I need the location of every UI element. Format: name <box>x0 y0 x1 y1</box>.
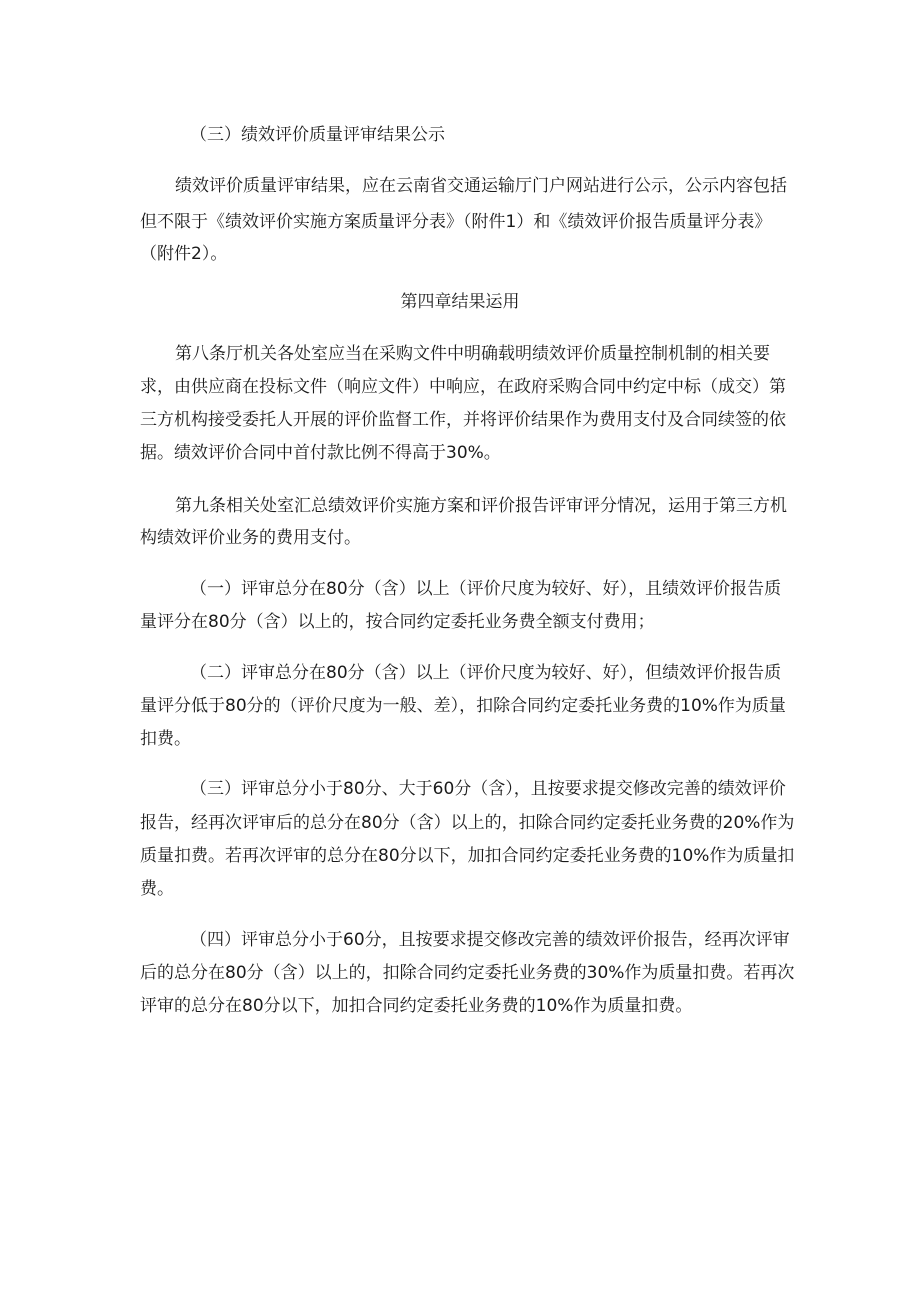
document-page: （三）绩效评价质量评审结果公示 绩效评价质量评审结果，应在云南省交通运输厅门户网站进行公示，公示内容包括 但不限于《绩效评价实施方案质量评分表》（附件1）和《绩效评价报告质量评分表》 （附件2）。 第四章结果运用 第八条厅机关各处室应当在采购文件中明确载明绩效评价质量控制机制的相关要 求，由供应商在投标文件（响应文件）中响应，在政府采购合同中约定中标（成交）第 三方机构接受委托人开展的评价监督工作，并将评价结果作为费用支付及合同续签的依 据。绩效评价合同中首付款比例不得高于30%。 第九条相关处室汇总绩效评价实施方案和评价报告评审评分情况，运用于第三方机 构绩效评价业务的费用支付。 （一）评审总分在80分（含）以上（评价尺度为较好、好），且绩效评价报告质 量评分在80分（含）以上的，按合同约定委托业务费全额支付费用； （二）评审总分在80分（含）以上（评价尺度为较好、好），但绩效评价报告质 量评分低于80分的（评价尺度为一般、差），扣除合同约定委托业务费的10%作为质量 扣费。 （三）评审总分小于80分、大于60分（含），且按要求提交修改完善的绩效评价 报告，经再次评审后的总分在80分（含）以上的，扣除合同约定委托业务费的20%作为 质量扣费。若再次评审的总分在80分以下，加扣合同约定委托业务费的10%作为质量扣 费。 （四）评审总分小于60分，且按要求提交修改完善的绩效评价报告，经再次评审 后的总分在80分（含）以上的，扣除合同约定委托业务费的30%作为质量扣费。若再次 评审的总分在80分以下，加扣合同约定委托业务费的10%作为质量扣费。 <box>0 0 920 1301</box>
chapter-title: 第四章结果运用 <box>400 292 520 312</box>
